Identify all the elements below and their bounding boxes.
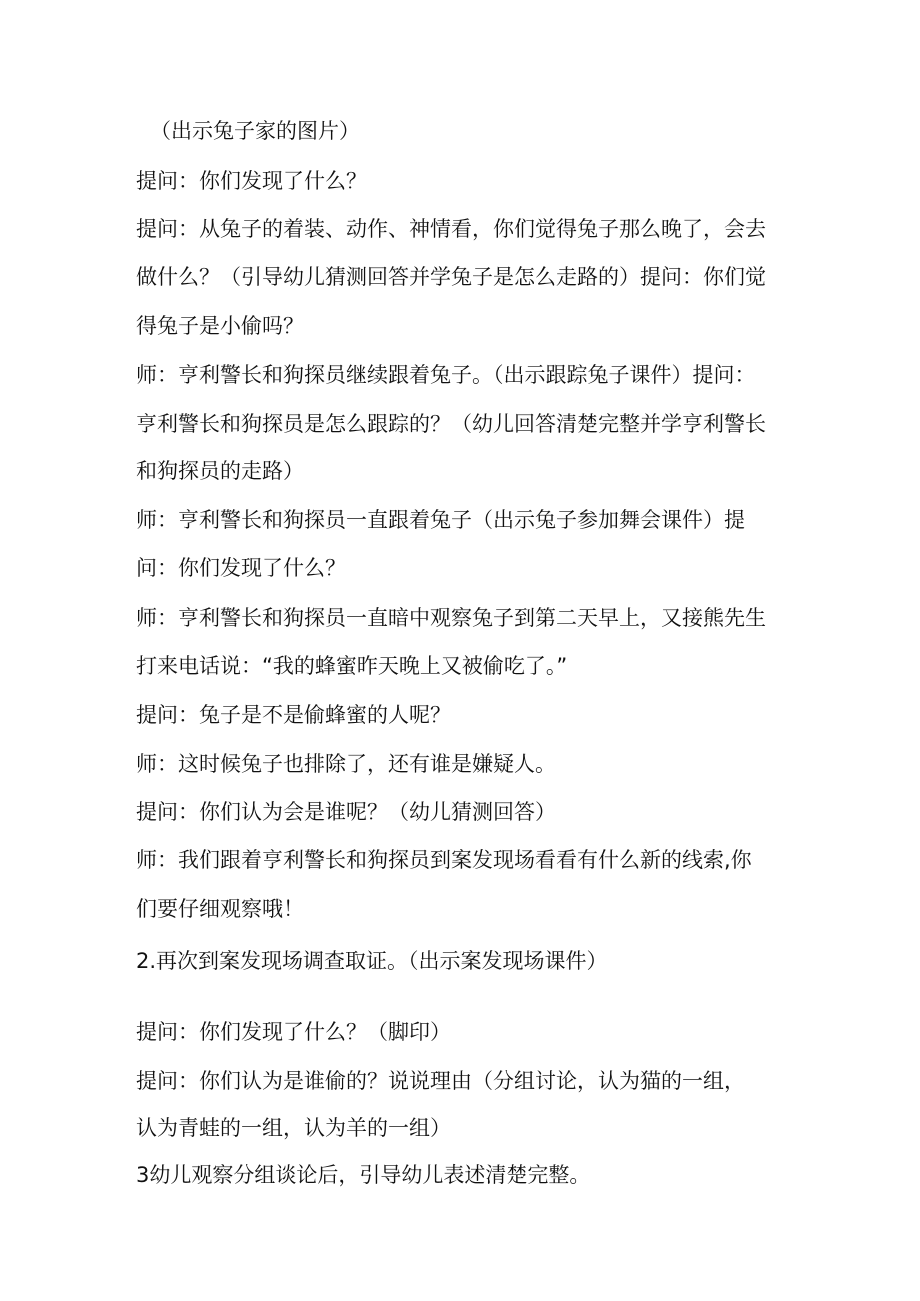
text-line: 打来电话说：“我的蜂蜜昨天晚上又被偷吃了。” xyxy=(136,654,568,678)
text-line: 提问：你们认为会是谁呢？（幼儿猜测回答） xyxy=(136,800,556,824)
text-line: 们要仔细观察哦！ xyxy=(136,897,304,921)
text-line: 亨利警长和狗探员是怎么跟踪的？（幼儿回答清楚完整并学亨利警长 xyxy=(136,412,766,436)
text-line: 和狗探员的走路） xyxy=(136,459,304,483)
text-line: 认为青蛙的一组，认为羊的一组） xyxy=(136,1116,451,1140)
text-line: 提问：从兔子的着装、动作、神情看，你们觉得兔子那么晚了，会去 xyxy=(136,217,766,241)
text-line: 师：我们跟着亨利警长和狗探员到案发现场看看有什么新的线索,你 xyxy=(136,848,752,872)
text-line: 提问：你们发现了什么？ xyxy=(136,169,367,193)
text-line: 师：亨利警长和狗探员一直暗中观察兔子到第二天早上，又接熊先生 xyxy=(136,606,766,630)
text-line: 问：你们发现了什么？ xyxy=(136,556,346,580)
text-line: 师：亨利警长和狗探员继续跟着兔子。（出示跟踪兔子课件）提问： xyxy=(136,363,756,387)
text-line: 师：亨利警长和狗探员一直跟着兔子（出示兔子参加舞会课件）提 xyxy=(136,508,745,532)
text-line: 提问：兔子是不是偷蜂蜜的人呢？ xyxy=(136,703,451,727)
text-line: 做什么？（引导幼儿猜测回答并学兔子是怎么走路的）提问：你们觉 xyxy=(136,265,766,289)
text-line: 师：这时候兔子也排除了，还有谁是嫌疑人。 xyxy=(136,752,556,776)
text-line: 提问：你们发现了什么？（脚印） xyxy=(136,1020,451,1044)
text-line: （出示兔子家的图片） xyxy=(150,119,360,143)
text-line: 得兔子是小偷吗？ xyxy=(136,314,304,338)
text-line: 2.再次到案发现场调查取证。（出示案发现场课件） xyxy=(136,949,608,973)
text-line: 提问：你们认为是谁偷的？说说理由（分组讨论，认为猫的一组， xyxy=(136,1069,745,1093)
text-line: 3幼儿观察分组谈论后，引导幼儿表述清楚完整。 xyxy=(136,1163,591,1187)
